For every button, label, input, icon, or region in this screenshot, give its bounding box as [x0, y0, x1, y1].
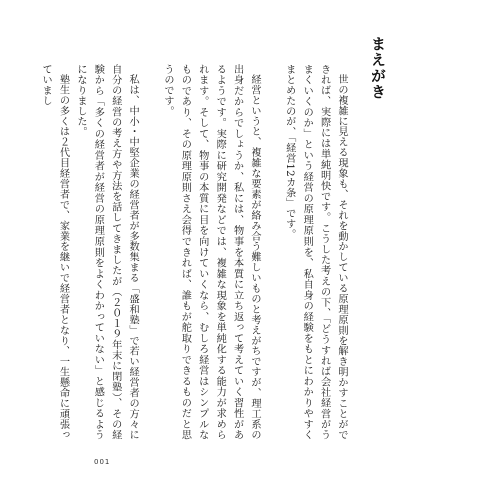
paragraph-spacer — [141, 64, 158, 440]
paragraph-spacer — [263, 64, 280, 440]
page-number: 001 — [94, 458, 111, 466]
paragraph-3: 私は、中小・中堅企業の経営者が多数集まる「盛和塾」で若い経営者の方々に自分の経営の考え方や方法を話してきましたが（２０１９年末に閉塾）、その経験から「多くの経営者が経営の原理原則をよくわかっていない」と感じるようになりました。 — [74, 64, 139, 440]
body-text — [37, 64, 350, 440]
paragraph-2: 経営というと、複雑な要素が絡み合う難しいものと考えがちですが、理工系の出身だからでしょうか、私には、物事を本質に立ち返って考えていく習性があるようです。実際に研究開発などでは、複雑な現象を単純化する能力が求められます。そして、物事の本質に目を向けていくなら、むしろ経営はシンプルなものであり、その原理原則さえ会得できれば、誰もが舵取りできるものだと思うのです。 — [161, 64, 260, 440]
paragraph-4: 塾生の多くは２代目経営者で、家業を継いで経営者となり、一生懸命に頑張っていまし — [40, 64, 69, 440]
chapter-title: まえがき — [369, 36, 387, 100]
paragraph-1: 世の複雑に見える現象も、それを動かしている原理原則を解き明かすことができれば、実際には単純明快です。こうした考えの下、「どうすれば会社経営がうまくいくのか」という経営の原理原則を、私自身の経験をもとにわかりやすくまとめたのが、「経営12カ条」です。 — [283, 64, 347, 440]
